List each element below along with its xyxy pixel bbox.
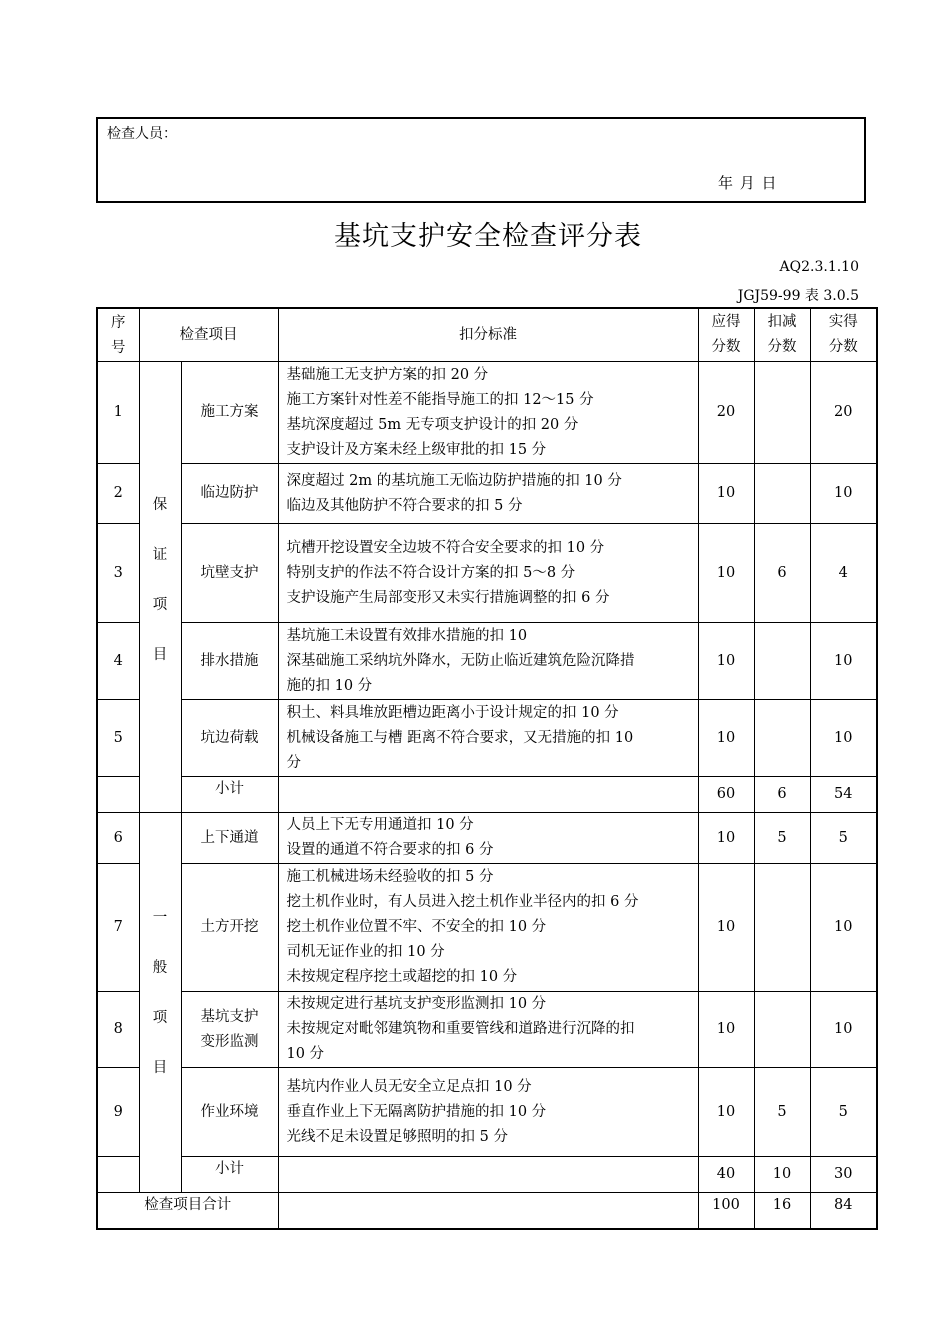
row-number: 3 [97, 524, 139, 623]
text-line: 机械设备施工与槽 距离不符合要求，又无措施的扣 10 [286, 729, 634, 746]
text-line: 光线不足未设置足够照明的扣 5 分 [286, 1128, 508, 1145]
text-line: 挖土机作业时，有人员进入挖土机作业半径内的扣 6 分 [286, 894, 639, 910]
row-number: 7 [97, 864, 139, 992]
row-due: 10 [698, 864, 754, 992]
row-standard [278, 524, 698, 623]
row-due: 10 [698, 464, 754, 524]
row-due: 10 [698, 813, 754, 864]
row-item: 坑边荷载 [181, 700, 278, 777]
subtotal-standard [278, 777, 698, 813]
header-standard: 扣分标准 [278, 308, 698, 362]
total-actual: 84 [810, 1193, 877, 1229]
total-standard [278, 1193, 698, 1229]
text-line: 施的扣 10 分 [286, 677, 373, 694]
text-line: 未按规定进行基坑支护变形监测扣 10 分 [286, 996, 547, 1012]
row-number: 1 [97, 362, 139, 464]
table-row [97, 464, 877, 524]
row-number: 9 [97, 1068, 139, 1157]
text-line: 深基础施工采纳坑外降水，无防止临近建筑危险沉降措 [286, 652, 635, 669]
header-line: 序 [111, 315, 126, 331]
row-deduct: 5 [754, 813, 810, 864]
text-line: 积土、料具堆放距槽边距离小于设计规定的扣 10 分 [286, 704, 619, 721]
row-due: 10 [698, 1068, 754, 1157]
text-line: 支护设计及方案未经上级审批的扣 15 分 [286, 441, 547, 458]
row-deduct [754, 992, 810, 1068]
row-deduct [754, 623, 810, 700]
row-item: 排水措施 [181, 623, 278, 700]
header-line: 号 [111, 340, 126, 356]
row-number: 4 [97, 623, 139, 700]
text-line: 深度超过 2m 的基坑施工无临边防护措施的扣 10 分 [286, 472, 622, 489]
row-item: 上下通道 [181, 813, 278, 864]
text-line: 临边及其他防护不符合要求的扣 5 分 [286, 497, 523, 514]
row-standard [278, 1068, 698, 1157]
subtotal-seq [97, 1157, 139, 1193]
text-line: 垂直作业上下无隔离防护措施的扣 10 分 [286, 1103, 547, 1120]
row-actual: 5 [810, 813, 877, 864]
row-due: 10 [698, 700, 754, 777]
subtotal-actual: 54 [810, 777, 877, 813]
table-row [97, 623, 877, 700]
row-deduct [754, 700, 810, 777]
row-item: 临边防护 [181, 464, 278, 524]
subtotal-row [97, 777, 877, 813]
text-line: 变形监测 [200, 1033, 259, 1050]
row-item: 作业环境 [181, 1068, 278, 1157]
row-actual: 10 [810, 623, 877, 700]
row-deduct [754, 864, 810, 992]
subtotal-label: 小计 [181, 1157, 278, 1193]
subtotal-seq [97, 777, 139, 813]
row-standard [278, 992, 698, 1068]
row-actual: 10 [810, 992, 877, 1068]
table-row [97, 524, 877, 623]
subtotal-due: 40 [698, 1157, 754, 1193]
header-line: 分数 [711, 339, 741, 355]
subtotal-standard [278, 1157, 698, 1193]
document-code: AQ2.3.1.10 [779, 259, 859, 275]
text-line: 司机无证作业的扣 10 分 [286, 944, 445, 960]
row-standard [278, 464, 698, 524]
total-label: 检查项目合计 [97, 1193, 278, 1229]
text-line: 未按规定程序挖土或超挖的扣 10 分 [286, 969, 518, 985]
subtotal-actual: 30 [810, 1157, 877, 1193]
table-header-row [97, 308, 877, 362]
document-title: 基坑支护安全检查评分表 [334, 221, 642, 252]
table-row [97, 700, 877, 777]
text-line: 基坑施工未设置有效排水措施的扣 10 [286, 627, 528, 644]
row-due: 10 [698, 992, 754, 1068]
text-line: 施工机械进场未经验收的扣 5 分 [286, 869, 494, 885]
row-due: 10 [698, 524, 754, 623]
header-item: 检查项目 [139, 308, 278, 362]
row-number: 8 [97, 992, 139, 1068]
subtotal-row [97, 1157, 877, 1193]
row-standard [278, 700, 698, 777]
table-row [97, 864, 877, 992]
text-line: 基坑支护 [200, 1008, 259, 1025]
group-general: 一 般 项 目 [139, 813, 181, 1193]
row-deduct [754, 464, 810, 524]
row-standard [278, 864, 698, 992]
text-line: 特别支护的作法不符合设计方案的扣 5～8 分 [286, 564, 576, 581]
header-due [698, 308, 754, 362]
text-line: 分 [286, 754, 301, 771]
text-line: 10 分 [286, 1046, 325, 1062]
subtotal-deduct: 6 [754, 777, 810, 813]
header-seq [97, 308, 139, 362]
row-item [181, 992, 278, 1068]
row-item: 施工方案 [181, 362, 278, 464]
header-actual [810, 308, 877, 362]
text-line: 基础施工无支护方案的扣 20 分 [286, 366, 489, 383]
header-line: 实得 [828, 314, 858, 330]
row-standard [278, 813, 698, 864]
subtotal-due: 60 [698, 777, 754, 813]
total-due: 100 [698, 1193, 754, 1229]
date-line: 年 月 日 [718, 174, 778, 192]
text-line: 施工方案针对性差不能指导施工的扣 12～15 分 [286, 391, 594, 408]
header-deduct [754, 308, 810, 362]
row-standard [278, 623, 698, 700]
row-actual: 4 [810, 524, 877, 623]
row-due: 20 [698, 362, 754, 464]
row-actual: 10 [810, 464, 877, 524]
standard-reference: JGJ59-99 表 3.0.5 [737, 288, 859, 304]
table-row [97, 362, 877, 464]
subtotal-deduct: 10 [754, 1157, 810, 1193]
header-line: 应得 [711, 314, 741, 330]
inspector-label: 检查人员： [107, 126, 177, 142]
score-table [96, 307, 878, 1230]
table-row [97, 992, 877, 1068]
text-line: 设置的通道不符合要求的扣 6 分 [286, 842, 494, 858]
row-actual: 20 [810, 362, 877, 464]
total-deduct: 16 [754, 1193, 810, 1229]
row-deduct: 6 [754, 524, 810, 623]
row-actual: 5 [810, 1068, 877, 1157]
group-guarantee: 保 证 项 目 [139, 362, 181, 813]
subtotal-label: 小计 [181, 777, 278, 813]
text-line: 基坑深度超过 5m 无专项支护设计的扣 20 分 [286, 416, 579, 433]
text-line: 支护设施产生局部变形又未实行措施调整的扣 6 分 [286, 589, 610, 606]
table-row [97, 1068, 877, 1157]
row-actual: 10 [810, 864, 877, 992]
table-row [97, 813, 877, 864]
row-standard [278, 362, 698, 464]
inspector-box [96, 117, 866, 203]
row-number: 6 [97, 813, 139, 864]
row-item: 坑壁支护 [181, 524, 278, 623]
row-number: 5 [97, 700, 139, 777]
text-line: 未按规定对毗邻建筑物和重要管线和道路进行沉降的扣 [286, 1021, 635, 1037]
total-row [97, 1193, 877, 1229]
header-line: 扣减 [767, 314, 797, 330]
row-deduct: 5 [754, 1068, 810, 1157]
row-due: 10 [698, 623, 754, 700]
row-item: 土方开挖 [181, 864, 278, 992]
header-line: 分数 [767, 339, 797, 355]
text-line: 基坑内作业人员无安全立足点扣 10 分 [286, 1078, 532, 1095]
text-line: 人员上下无专用通道扣 10 分 [286, 817, 474, 833]
row-number: 2 [97, 464, 139, 524]
text-line: 坑槽开挖设置安全边坡不符合安全要求的扣 10 分 [286, 539, 605, 556]
header-line: 分数 [828, 339, 858, 355]
row-actual: 10 [810, 700, 877, 777]
text-line: 挖土机作业位置不牢、不安全的扣 10 分 [286, 919, 547, 935]
row-deduct [754, 362, 810, 464]
